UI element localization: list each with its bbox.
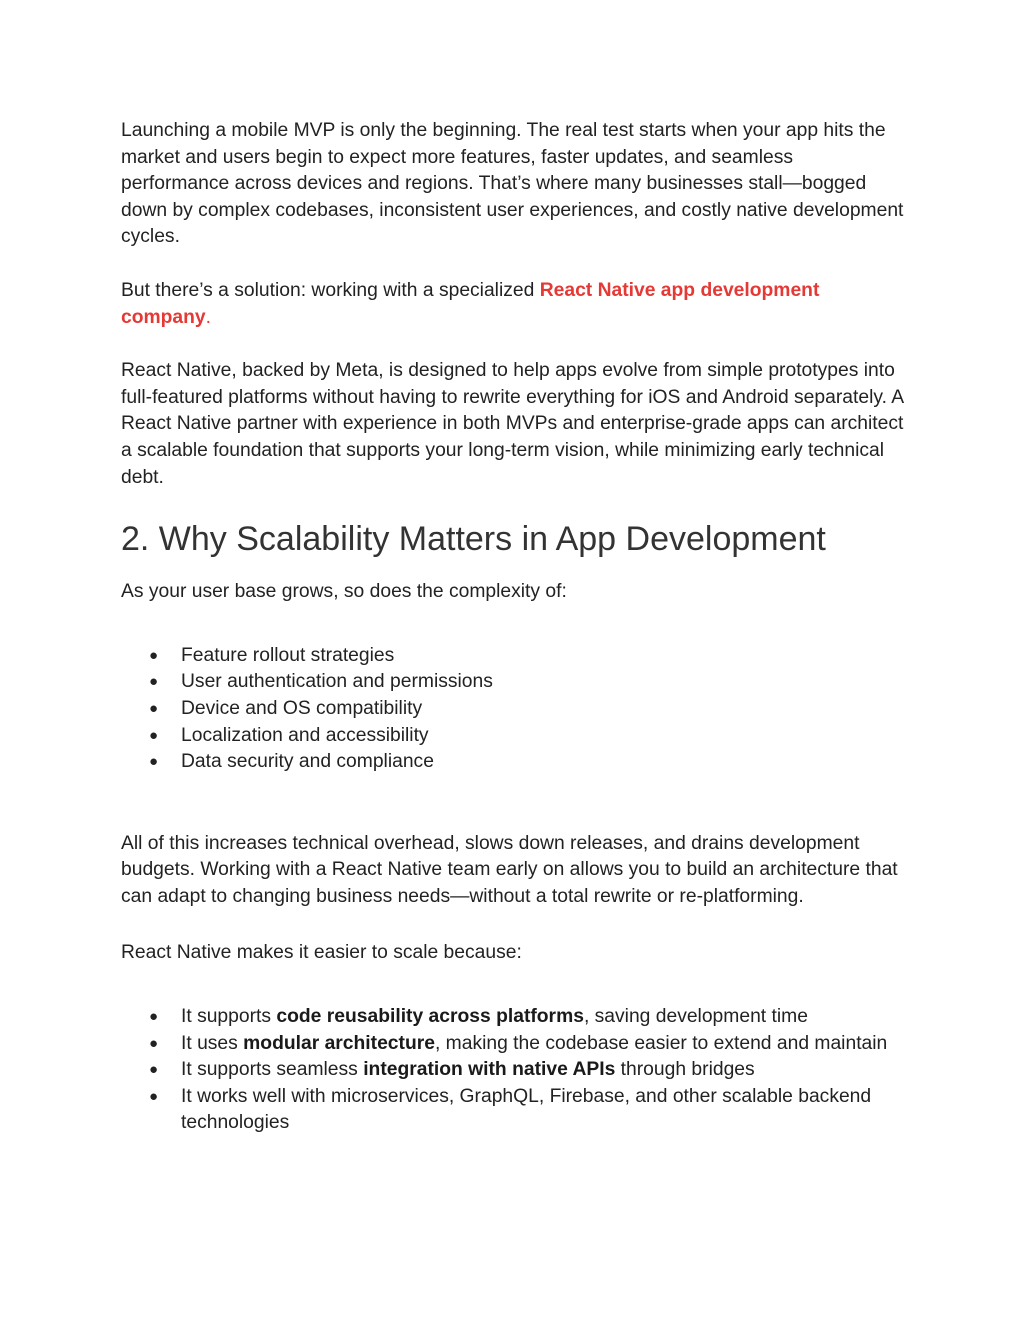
- bullet-icon: ●: [149, 726, 159, 744]
- list-item-post: through bridges: [615, 1059, 755, 1081]
- complexity-intro: As your user base grows, so does the complexity of:: [121, 581, 567, 603]
- list-item: [121, 696, 906, 723]
- paragraph-overhead: All of this increases technical overhead, slows down releases, and drains development budgets. Working with a React Native team early on allows you to build an architecture that can adapt to changing business needs—without a total rewrite or re-platforming.: [121, 832, 898, 907]
- list-item: [121, 1084, 906, 1137]
- list-item: [121, 643, 906, 670]
- bullet-icon: ●: [149, 699, 159, 717]
- scale-intro: React Native makes it easier to scale because:: [121, 942, 522, 964]
- document-page: [121, 118, 906, 1137]
- scale-benefits-list: [121, 1004, 906, 1137]
- list-item-text: User authentication and permissions: [181, 671, 493, 693]
- bullet-icon: ●: [149, 1034, 159, 1052]
- list-item-bold: code reusability across platforms: [276, 1006, 584, 1028]
- bullet-icon: ●: [149, 1061, 159, 1079]
- list-item-text: Data security and compliance: [181, 751, 434, 773]
- list-item-text: Feature rollout strategies: [181, 644, 395, 666]
- list-item: [121, 669, 906, 696]
- list-item: [121, 1004, 906, 1031]
- list-item: [121, 1057, 906, 1084]
- list-item-post: , saving development time: [583, 1006, 808, 1028]
- complexity-list: [121, 643, 906, 776]
- list-item: [121, 1031, 906, 1058]
- bullet-icon: ●: [149, 673, 159, 691]
- list-item: [121, 749, 906, 776]
- list-item-pre: It supports: [181, 1006, 277, 1028]
- solution-prefix: But there’s a solution: working with a specialized: [121, 279, 540, 301]
- list-item-pre: It uses: [181, 1032, 244, 1054]
- paragraph-solution: [121, 278, 906, 331]
- list-item-text: It works well with microservices, GraphQL, Firebase, and other scalable backend technologies: [181, 1085, 872, 1134]
- bullet-icon: ●: [149, 1008, 159, 1026]
- list-item-bold: modular architecture: [243, 1032, 435, 1054]
- paragraph-react-native: React Native, backed by Meta, is designed to help apps evolve from simple prototypes into full-featured platforms without having to rewrite everything for iOS and Android separately. A React Native partner with experience in both MVPs and enterprise-grade apps can architect a scalable foundation that supports your long-term vision, while minimizing early technical debt.: [121, 360, 904, 488]
- solution-suffix: .: [205, 306, 212, 328]
- list-item-bold: integration with native APIs: [363, 1059, 616, 1081]
- bullet-icon: ●: [149, 646, 159, 664]
- list-item-pre: It supports seamless: [181, 1059, 364, 1081]
- list-item-text: Device and OS compatibility: [181, 697, 423, 719]
- list-item-text: Localization and accessibility: [181, 724, 429, 746]
- list-item-post: , making the codebase easier to extend and maintain: [434, 1032, 888, 1054]
- react-native-company-link[interactable]: React Native app development company: [121, 279, 820, 328]
- bullet-icon: ●: [149, 753, 159, 771]
- paragraph-intro: Launching a mobile MVP is only the beginning. The real test starts when your app hits the market and users begin to expect more features, faster updates, and seamless performance across devices and regions. That’s where many businesses stall—bogged down by complex codebases, inconsistent user experiences, and costly native development cycles.: [121, 120, 904, 248]
- section-heading: 2. Why Scalability Matters in App Development: [121, 520, 826, 559]
- list-item: [121, 723, 906, 750]
- bullet-icon: ●: [149, 1087, 159, 1105]
